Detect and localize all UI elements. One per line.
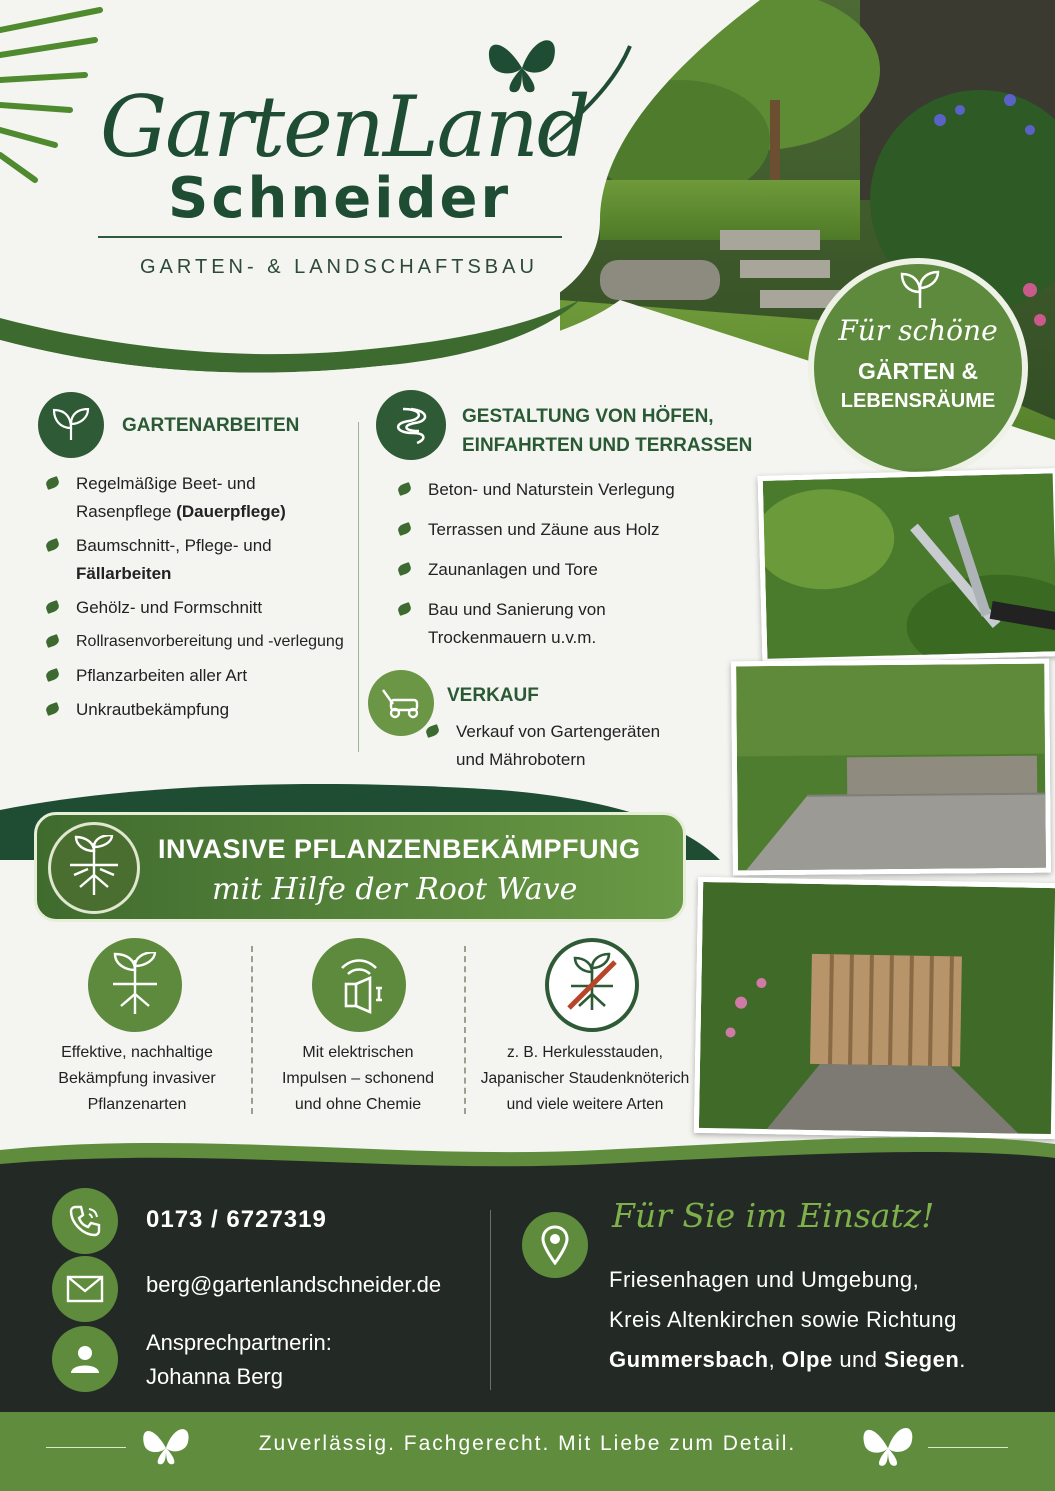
verkauf-list [424,718,724,774]
list-item: Pflanzarbeiten aller Art [44,662,364,690]
slogan-line-right [928,1447,1008,1448]
person-icon [69,1343,101,1375]
location-icon-circle [522,1212,588,1278]
butterfly-icon [860,1420,916,1470]
email-icon-circle [52,1256,118,1322]
list-item: Baumschnitt-, Pflege- und Fällarbeiten [44,532,364,588]
company-tagline: GARTEN- & LANDSCHAFTSBAU [140,256,538,278]
list-item: Beton- und Naturstein Verlegung [396,476,736,504]
list-item: Terrassen und Zäune aus Holz [396,516,736,544]
palm-leaf-decoration [0,0,110,200]
garden-path-image [699,882,1055,1139]
gartenarbeiten-title: GARTENARBEITEN [122,415,300,436]
feature-1-circle [88,938,182,1032]
service-area-script: Für Sie im Einsatz! [612,1196,935,1235]
phone-icon-circle [52,1188,118,1254]
logo-script-name: GartenLand [100,78,589,176]
footer-divider [490,1210,491,1390]
lawnmower-icon [379,686,423,720]
photo-garden-path [694,877,1055,1139]
terrace-image [736,664,1051,876]
feature-3-text: z. B. Herkulesstauden, Japanischer Staudenknöterich und viele weitere Arten [480,1044,690,1113]
location-pin-icon [540,1225,570,1265]
shears-image [763,473,1055,664]
badge-line1: GÄRTEN & [857,358,979,384]
feature-divider [464,946,466,1114]
feature-2-circle [312,938,406,1032]
list-item: Gehölz- und Formschnitt [44,594,364,622]
electric-pulse-icon [330,954,388,1016]
gestaltung-title: GESTALTUNG VON HÖFEN, EINFAHRTEN UND TERRASSEN [462,406,753,456]
gartenarbeiten-icon-circle [38,392,104,458]
photo-pruning-shears [758,468,1055,664]
feature-1-text: Effektive, nachhaltige Bekämpfung invasiver Pflanzenarten [58,1044,216,1113]
list-item: Rollrasenvorbereitung und -verlegung [44,628,364,656]
phone-number[interactable]: 0173 / 6727319 [146,1206,327,1233]
gartenarbeiten-list [44,470,364,724]
person-icon-circle [52,1326,118,1392]
email-address[interactable]: berg@gartenlandschneider.de [146,1272,442,1297]
invasive-subtitle: mit Hilfe der Root Wave [212,872,578,907]
badge-line2: LEBENSRÄUME [840,390,996,412]
photo-terrace [731,659,1051,876]
root-plant-icon [66,835,122,901]
list-item: Zaunanlagen und Tore [396,556,736,584]
phone-icon [67,1203,103,1239]
email-icon [66,1275,104,1303]
logo-divider [98,236,562,238]
slogan-badge [808,258,1028,478]
feature-3-circle [545,938,639,1032]
list-item: Verkauf von Gartengeräten und Mährobotern [424,718,724,774]
list-item: Unkrautbekämpfung [44,696,364,724]
sprout-icon [898,270,942,310]
feature-divider [251,946,253,1114]
plant-roots-icon [107,952,163,1018]
verkauf-title: VERKAUF [447,685,539,706]
gestaltung-icon-circle [376,390,446,460]
logo-surname: Schneider [168,166,512,231]
invasive-title: INVASIVE PFLANZENBEKÄMPFUNG [158,834,641,864]
footer-slogan: Zuverlässig. Fachgerecht. Mit Liebe zum Detail. [258,1432,797,1455]
path-icon [389,405,433,445]
gestaltung-list [396,476,736,652]
feature-2-text: Mit elektrischen Impulsen – schonend und ohne Chemie [281,1044,435,1113]
contact-person: Ansprechpartnerin: Johanna Berg [146,1330,332,1389]
invasive-icon-circle [48,822,140,914]
leaf-icon [52,408,90,442]
list-item: Bau und Sanierung von Trockenmauern u.v.m. [396,596,736,652]
no-weed-icon [557,950,627,1020]
section-divider [358,422,359,752]
badge-script: Für schöne [838,314,998,347]
list-item: Regelmäßige Beet- und Rasenpflege (Dauerpflege) [44,470,364,526]
service-area: Friesenhagen und Umgebung, Kreis Altenkirchen sowie Richtung Gummersbach, Olpe und Siegen. [609,1267,966,1372]
